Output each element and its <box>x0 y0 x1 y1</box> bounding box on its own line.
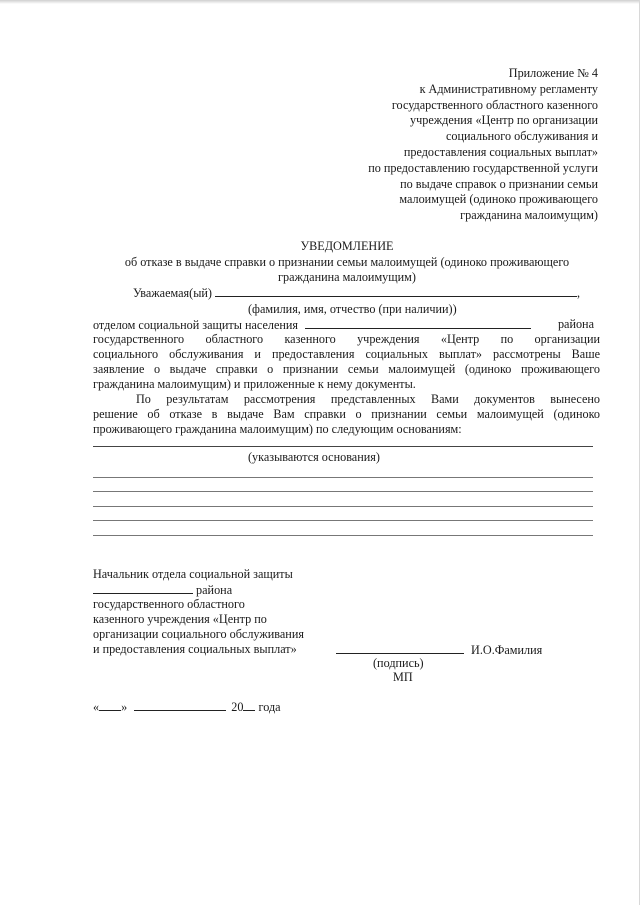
annex-header <box>368 66 598 224</box>
body2-line3: проживающего гражданина малоимущим) по следующим основаниям: <box>93 422 462 436</box>
head-line3: государственного областного <box>93 597 245 611</box>
annex-line: по выдаче справок о признании семьи <box>400 176 598 191</box>
annex-line: предоставления социальных выплат» <box>403 144 598 159</box>
date-open-quote: « <box>93 700 100 714</box>
head-line5: организации социального обслуживания <box>93 627 304 641</box>
grounds-line[interactable] <box>93 506 593 507</box>
annex-line: по предоставлению государственной услуги <box>368 160 598 175</box>
body1-line5: гражданина малоимущим) и приложенные к нему документы. <box>93 377 416 391</box>
body1-line4: заявление о выдаче справки о признании семьи малоимущей (одиноко проживающего <box>93 362 600 376</box>
salutation-row <box>133 285 580 302</box>
grounds-line[interactable] <box>93 477 593 478</box>
month-blank[interactable] <box>134 699 226 711</box>
head-name: И.О.Фамилия <box>471 643 543 657</box>
salutation-comma: , <box>577 286 581 300</box>
body1-line1-start: отделом социальной защиты населения <box>93 318 299 332</box>
head-line4: казенного учреждения «Центр по <box>93 612 267 626</box>
district-blank[interactable] <box>93 582 193 594</box>
head-line1: Начальник отдела социальной защиты <box>93 567 293 581</box>
body2-line1: По результатам рассмотрения представленных Вами документов вынесено <box>136 392 600 406</box>
body1-line1-end: района <box>557 317 594 331</box>
annex-line: к Административному регламенту <box>419 81 598 96</box>
annex-line: государственного областного казенного <box>391 97 598 112</box>
body1-line3: социального обслуживания и предоставления социальных выплат» рассмотрены Ваше <box>93 347 600 361</box>
notice-subtitle-line2: гражданина малоимущим) <box>278 270 416 284</box>
day-blank[interactable] <box>99 699 121 711</box>
grounds-line[interactable] <box>93 446 593 447</box>
grounds-line[interactable] <box>93 520 593 521</box>
department-blank[interactable] <box>305 317 531 329</box>
date-row <box>93 699 281 716</box>
recipient-name-blank[interactable] <box>215 285 577 297</box>
signature-blank[interactable] <box>336 642 464 654</box>
grounds-line[interactable] <box>93 491 593 492</box>
grounds-hint: (указываются основания) <box>248 450 380 464</box>
annex-line: социального обслуживания и <box>445 129 598 144</box>
notice-subtitle-line1: об отказе в выдаче справки о признании семьи малоимущей (одиноко проживающего <box>124 255 570 269</box>
stamp-label: МП <box>393 670 413 684</box>
year-prefix: 20 <box>231 700 244 714</box>
annex-line: учреждения «Центр по организации <box>410 113 598 128</box>
body1-line2: государственного областного казенного учреждения «Центр по организации <box>93 332 600 346</box>
head-line2-end: района <box>196 583 233 597</box>
grounds-line[interactable] <box>93 535 593 536</box>
annex-line: Приложение № 4 <box>508 66 598 80</box>
date-close-quote: » <box>121 700 128 714</box>
annex-line: малоимущей (одиноко проживающего <box>399 192 598 207</box>
head-line6: и предоставления социальных выплат» <box>93 642 297 656</box>
annex-line: гражданина малоимущим) <box>460 208 598 223</box>
signature-row <box>336 642 542 659</box>
salutation-label: Уважаемая(ый) <box>133 286 212 300</box>
name-hint: (фамилия, имя, отчество (при наличии)) <box>248 302 457 316</box>
notice-title: УВЕДОМЛЕНИЕ <box>300 239 394 253</box>
year-suffix: года <box>258 700 281 714</box>
body2-line2: решение об отказе в выдаче Вам справки о признании семьи малоимущей (одиноко <box>93 407 600 421</box>
year-blank[interactable] <box>243 699 255 711</box>
scan-top-edge <box>0 0 640 4</box>
signature-hint: (подпись) <box>373 656 424 670</box>
